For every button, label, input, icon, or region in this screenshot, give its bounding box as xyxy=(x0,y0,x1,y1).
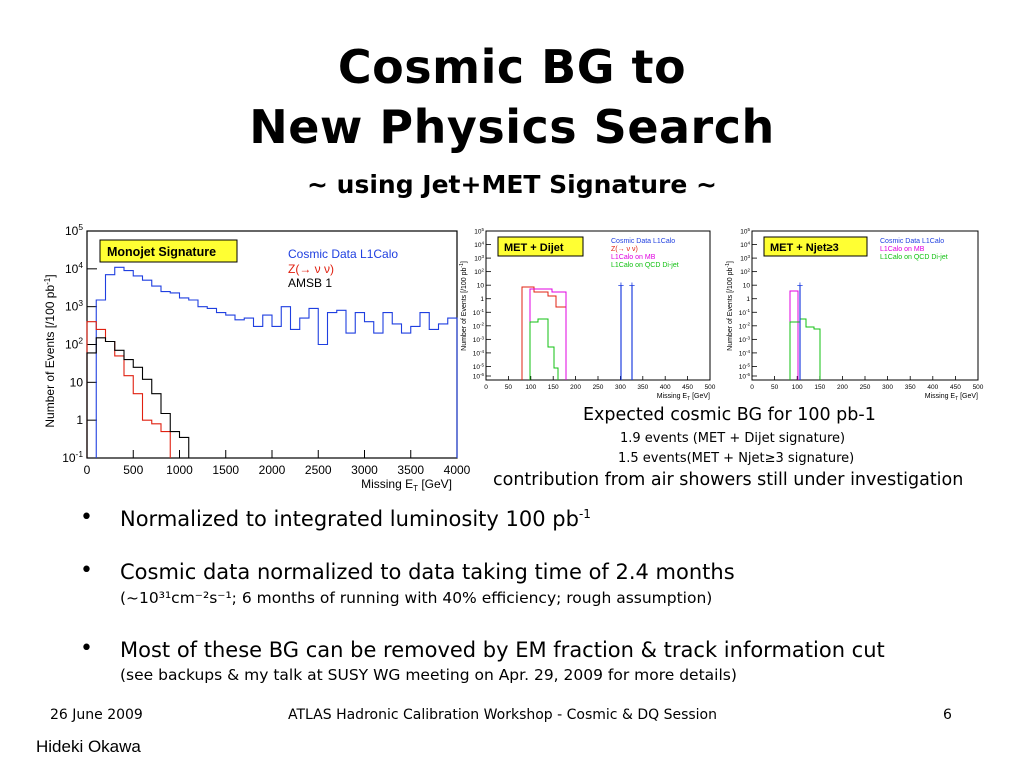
slide-subtitle: ~ using Jet+MET Signature ~ xyxy=(307,170,717,199)
x-tick-label: 450 xyxy=(949,384,961,391)
y-axis-label: Number of Events [/100 $pb^{-1}$] xyxy=(459,261,468,351)
y-tick-label: $10^{-2}$ xyxy=(738,321,750,331)
y-tick-label: 1 xyxy=(480,296,484,304)
y-tick-label: $10^4$ xyxy=(740,240,750,250)
x-axis-label: Missing $E_T$ [GeV] xyxy=(656,393,710,402)
y-tick-label: $10^2$ xyxy=(64,335,83,352)
y-tick-label: $10^3$ xyxy=(474,253,484,263)
x-tick-label: 450 xyxy=(682,384,694,391)
y-tick-label: $10^5$ xyxy=(64,222,83,238)
x-tick-label: 100 xyxy=(791,384,803,391)
legend-mb: L1Calo on MB xyxy=(611,254,656,261)
x-tick-label: 200 xyxy=(836,384,848,391)
plot-label: MET + Njet≥3 xyxy=(770,242,839,254)
y-tick-label: 1 xyxy=(76,413,83,428)
x-tick-label: 500 xyxy=(123,463,144,477)
y-tick-label: $10^{-2}$ xyxy=(472,321,484,331)
y-tick-label: 1 xyxy=(746,296,750,304)
expected-line4: contribution from air showers still under investigation xyxy=(493,470,964,490)
x-tick-label: 0 xyxy=(83,463,91,477)
y-tick-label: $10^2$ xyxy=(474,267,484,277)
legend-amsb: AMSB 1 xyxy=(288,276,333,290)
y-axis-label: Number of Events [/100 $pb^{-1}$] xyxy=(43,274,57,428)
y-tick-label: $10^4$ xyxy=(474,240,484,250)
bullet-dot: • xyxy=(80,636,93,661)
bullet-3-text: Most of these BG can be removed by EM fraction & track information cut xyxy=(120,638,885,662)
x-tick-label: 250 xyxy=(859,384,871,391)
y-tick-label: $10^{-1}$ xyxy=(62,449,83,465)
x-tick-label: 100 xyxy=(525,384,537,391)
slide-title-line2: New Physics Search xyxy=(249,100,775,154)
author-name: Hideki Okawa xyxy=(36,737,141,756)
bullet-2-subtext: (~10³¹cm⁻²s⁻¹; 6 months of running with 40% efficiency; rough assumption) xyxy=(120,589,713,607)
x-tick-label: 2000 xyxy=(258,463,286,477)
x-tick-label: 200 xyxy=(570,384,582,391)
x-axis-label: Missing $E_T$ [GeV] xyxy=(924,393,978,402)
x-tick-label: 500 xyxy=(704,384,716,391)
legend-cosmic: Cosmic Data L1Calo xyxy=(880,238,945,245)
expected-line3: 1.5 events(MET + Njet≥3 signature) xyxy=(618,451,855,466)
legend-qcd: L1Calo on QCD Di-jet xyxy=(611,262,679,269)
x-tick-label: 4000 xyxy=(443,463,471,477)
x-tick-label: 50 xyxy=(504,384,513,391)
bullet-1-text: Normalized to integrated luminosity 100 $pb^{-1}$ xyxy=(120,507,591,531)
x-tick-label: 1500 xyxy=(212,463,240,477)
x-tick-label: 300 xyxy=(882,384,894,391)
y-tick-label: $10^{-5}$ xyxy=(738,362,750,371)
y-tick-label: $10^{-5}$ xyxy=(472,362,484,371)
x-tick-label: 0 xyxy=(750,384,754,391)
y-tick-label: $10^{-3}$ xyxy=(738,335,750,344)
y-tick-label: $10^{-4}$ xyxy=(472,348,484,358)
expected-line2: 1.9 events (MET + Dijet signature) xyxy=(620,431,846,446)
bullet-3-subtext: (see backups & my talk at SUSY WG meeting on Apr. 29, 2009 for more details) xyxy=(120,666,737,684)
y-tick-label: $10^3$ xyxy=(740,253,750,263)
plot-label: MET + Dijet xyxy=(504,242,564,254)
monojet-plot xyxy=(40,222,471,496)
legend-znunu: Z(→ ν ν) xyxy=(288,262,334,276)
x-tick-label: 250 xyxy=(592,384,604,391)
y-tick-label: 10 xyxy=(742,282,750,290)
y-tick-label: $10^2$ xyxy=(740,267,750,277)
legend-znunu: Z(→ ν ν) xyxy=(611,246,638,253)
plot-frame xyxy=(87,231,457,458)
bullet-dot: • xyxy=(80,505,93,530)
x-tick-label: 350 xyxy=(904,384,916,391)
met-dijet-plot xyxy=(456,226,718,404)
footer-page-number: 6 xyxy=(943,707,952,723)
cosmic-event-marker: + xyxy=(617,280,625,292)
x-tick-label: 150 xyxy=(547,384,559,391)
cosmic-event-marker: + xyxy=(628,280,636,292)
x-tick-label: 0 xyxy=(484,384,488,391)
bullet-dot: • xyxy=(80,558,93,583)
x-tick-label: 3500 xyxy=(397,463,425,477)
legend-cosmic: Cosmic Data L1Calo xyxy=(611,238,676,245)
legend-cosmic: Cosmic Data L1Calo xyxy=(288,247,399,261)
x-tick-label: 500 xyxy=(972,384,984,391)
y-tick-label: $10^{-6}$ xyxy=(738,371,750,381)
y-tick-label: $10^{-6}$ xyxy=(472,371,484,381)
y-tick-label: $10^{-3}$ xyxy=(472,335,484,344)
y-tick-label: 10 xyxy=(476,282,484,290)
y-tick-label: $10^3$ xyxy=(64,297,83,314)
expected-line1: Expected cosmic BG for 100 pb-1 xyxy=(583,405,876,425)
legend-qcd: L1Calo on QCD Di-jet xyxy=(880,254,948,261)
y-tick-label: $10^5$ xyxy=(474,226,484,236)
x-tick-label: 50 xyxy=(770,384,779,391)
x-tick-label: 2500 xyxy=(304,463,332,477)
y-tick-label: $10^{-1}$ xyxy=(738,308,750,317)
x-tick-label: 350 xyxy=(637,384,649,391)
bullet-2-text: Cosmic data normalized to data taking time of 2.4 months xyxy=(120,560,735,584)
y-tick-label: $10^4$ xyxy=(64,260,83,276)
y-tick-label: $10^{-4}$ xyxy=(738,348,750,358)
x-tick-label: 400 xyxy=(927,384,939,391)
x-tick-label: 300 xyxy=(614,384,626,391)
y-tick-label: $10^{-1}$ xyxy=(472,308,484,317)
footer-center: ATLAS Hadronic Calibration Workshop - Cosmic & DQ Session xyxy=(288,707,717,723)
y-tick-label: $10^5$ xyxy=(740,226,750,236)
cosmic-event-marker: + xyxy=(796,280,804,292)
plot-label: Monojet Signature xyxy=(107,245,217,259)
x-tick-label: 1000 xyxy=(166,463,193,477)
x-tick-label: 3000 xyxy=(351,463,378,477)
x-tick-label: 400 xyxy=(659,384,671,391)
slide-title-line1: Cosmic BG to xyxy=(337,40,687,94)
legend-mb: L1Calo on MB xyxy=(880,246,925,253)
y-axis-label: Number of Events [/100 $pb^{-1}$] xyxy=(725,261,734,351)
y-tick-label: 10 xyxy=(69,375,83,390)
x-tick-label: 150 xyxy=(814,384,826,391)
met-njet3-plot xyxy=(722,226,987,404)
footer-date: 26 June 2009 xyxy=(50,707,143,723)
x-axis-label: Missing $E_T$ [GeV] xyxy=(361,477,452,493)
